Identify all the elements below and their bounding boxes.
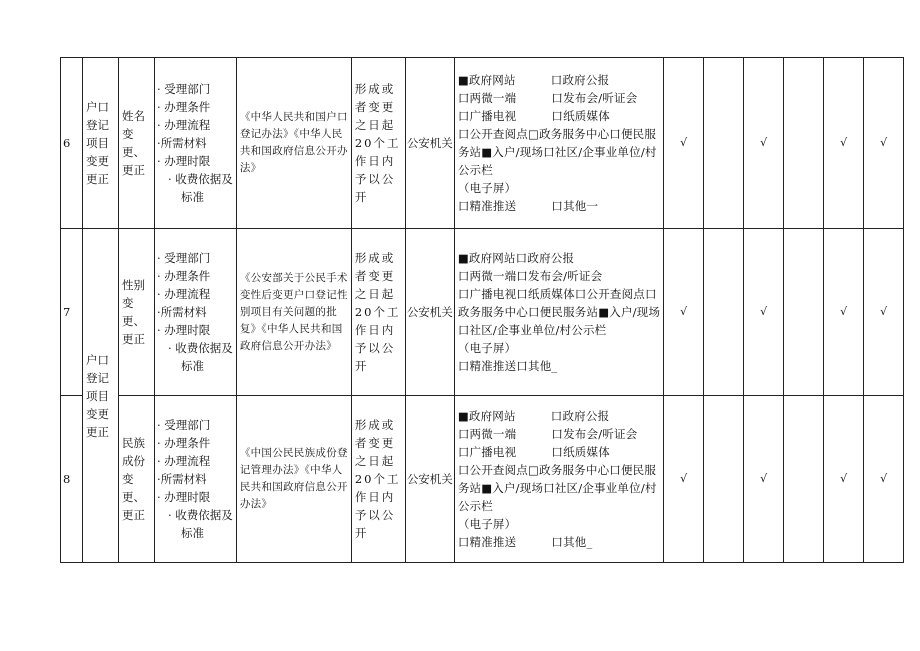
check-mark	[704, 229, 744, 396]
check-mark: √	[824, 58, 864, 229]
disclosure-table	[60, 57, 904, 563]
check-mark: √	[744, 396, 784, 563]
check-mark	[704, 396, 744, 563]
check-mark: √	[864, 229, 904, 396]
disclosure-subject: 公安机关	[405, 229, 454, 396]
check-mark: √	[824, 229, 864, 396]
check-mark	[784, 58, 824, 229]
row-number: 8	[61, 396, 83, 563]
check-mark: √	[864, 396, 904, 563]
item-name: 户口登记项目变更更正	[83, 229, 119, 563]
disclosure-channels: ■政府网站 口政府公报 口两微一端 口发布会/听证会 口广播电视 口纸质媒体 口公开查阅点□政务服务中心口便民服 务站■入户/现场口社区/企事业单位/村 公示栏 （电子屏） 口精准推送 口其他一	[454, 58, 663, 229]
check-mark: √	[664, 396, 704, 563]
table-row	[61, 58, 904, 229]
disclosure-time: 形成或者变更之日起20个工作日内予以公开	[351, 396, 405, 563]
disclosure-content: · 受理部门 · 办理条件 · 办理流程 ·所需材料 · 办理时限 · 收费依据及 标准	[155, 58, 237, 229]
check-mark	[704, 58, 744, 229]
disclosure-content: · 受理部门 · 办理条件 · 办理流程 ·所需材料 · 办理时限 · 收费依据及 标准	[155, 229, 237, 396]
sub-item-name: 性别变更、更正	[119, 229, 155, 396]
disclosure-subject: 公安机关	[405, 396, 454, 563]
disclosure-channels: ■政府网站 口政府公报 口两微一端 口发布会/听证会 口广播电视 口纸质媒体 口公开查阅点□政务服务中心口便民服 务站■入户/现场口社区/企事业单位/村 公示栏 （电子屏） 口精准推送 口其他_	[454, 396, 663, 563]
check-mark: √	[664, 229, 704, 396]
disclosure-basis: 《公安部关于公民手术变性后变更户口登记性别项目有关问题的批复》《中华人民共和国政府信息公开办法》	[236, 229, 351, 396]
check-mark: √	[864, 58, 904, 229]
disclosure-content: · 受理部门 · 办理条件 · 办理流程 ·所需材料 · 办理时限 · 收费依据及 标准	[155, 396, 237, 563]
disclosure-basis: 《中国公民民族成份登记管理办法》《中华人民共和国政府信息公开办法》	[236, 396, 351, 563]
disclosure-basis: 《中华人民共和国户口登记办法》《中华人民共和国政府信息公开办法》	[236, 58, 351, 229]
disclosure-subject: 公安机关	[405, 58, 454, 229]
table-row	[61, 396, 904, 563]
sub-item-name: 民族成份变更、更正	[119, 396, 155, 563]
check-mark	[784, 396, 824, 563]
check-mark: √	[824, 396, 864, 563]
check-mark: √	[744, 229, 784, 396]
row-number: 7	[61, 229, 83, 396]
check-mark	[784, 229, 824, 396]
disclosure-time: 形成或者变更之日起20个工作日内予以公开	[351, 58, 405, 229]
row-number: 6	[61, 58, 83, 229]
check-mark: √	[664, 58, 704, 229]
check-mark: √	[744, 58, 784, 229]
disclosure-channels: ■政府网站口政府公报 口两微一端口发布会/听证会 口广播电视口纸质媒体口公开查阅点口 政务服务中心口便民服务站■入户/现场 口社区/企事业单位/村公示栏 （电子屏） 口精准推送口其他_	[454, 229, 663, 396]
sub-item-name: 姓名变更、更正	[119, 58, 155, 229]
table-row	[61, 229, 904, 396]
item-name: 户口登记项目变更更正	[83, 58, 119, 229]
disclosure-time: 形成或者变更之日起20个工作日内予以公开	[351, 229, 405, 396]
